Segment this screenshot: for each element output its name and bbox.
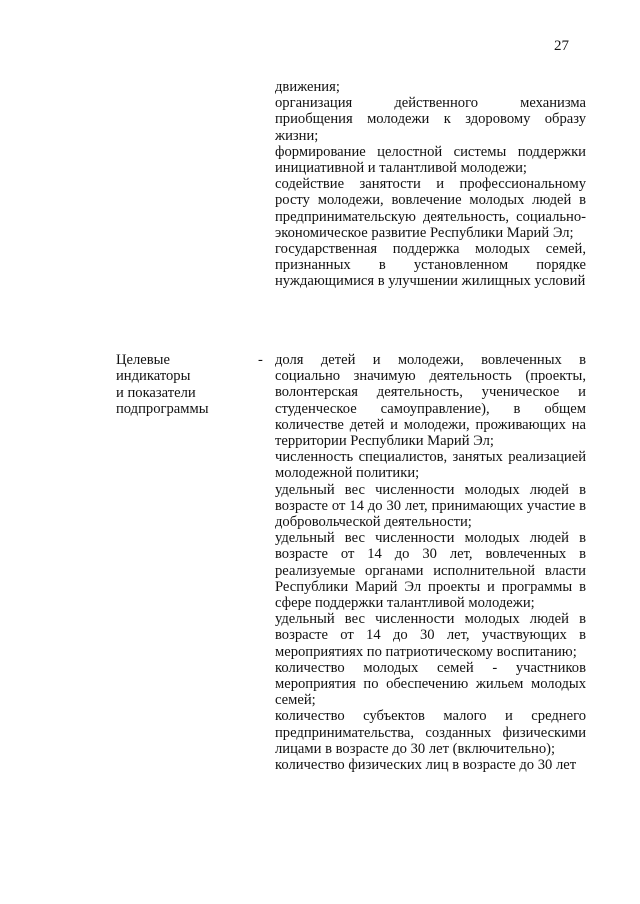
indicator-paragraph: доля детей и молодежи, вовлеченных в социально значимую деятельность (проекты, волонтерская деятельность, ученическое и студенческое самоуправление), в общем количестве детей и молодежи, проживающих на территории Республики Марий Эл; [275,352,586,450]
indicators-block [275,352,586,773]
goal-paragraph: движения; [275,79,340,95]
section-label-line: и показатели [116,384,196,401]
indicator-paragraph: количество молодых семей - участников мероприятия по обеспечению жильем молодых семей; [275,659,586,709]
goal-paragraph: организация действенного механизма приобщения молодежи к здоровому образу жизни; [275,95,586,144]
indicator-paragraph: количество физических лиц в возрасте до 30 лет [275,757,577,774]
section-label-line: подпрограммы [116,401,209,418]
indicator-paragraph: удельный вес численности молодых людей в возрасте от 14 до 30 лет, участвующих в мероприятиях по патриотическому воспитанию; [275,611,586,660]
indicator-paragraph: численность специалистов, занятых реализацией молодежной политики; [275,449,586,482]
indicator-paragraph: количество субъектов малого и среднего предпринимательства, созданных физическими лицами в возрасте до 30 лет (включительно); [275,708,586,757]
indicator-paragraph: удельный вес численности молодых людей в возрасте от 14 до 30 лет, принимающих участие в добровольческой деятельности; [275,481,586,531]
section-label [116,352,256,418]
goal-paragraph: содействие занятости и профессиональному росту молодежи, вовлечение молодых людей в предпринимательскую деятельность, социально-экономическое развитие Республики Марий Эл; [275,176,586,241]
label-dash: - [258,352,263,368]
section-label-line: индикаторы [116,368,191,385]
goal-paragraph: государственная поддержка молодых семей, признанных в установленном порядке нуждающимися в улучшении жилищных условий [275,241,586,290]
page-number: 27 [554,38,569,54]
goals-continuation-block [275,79,586,290]
section-label-line: Целевые [116,352,170,368]
goal-paragraph: формирование целостной системы поддержки инициативной и талантливой молодежи; [275,143,586,177]
indicator-paragraph: удельный вес численности молодых людей в возрасте от 14 до 30 лет, вовлеченных в реализуемые органами исполнительной власти Республики Марий Эл проекты и программы в сфере поддержки талантливой молодежи; [275,530,586,612]
